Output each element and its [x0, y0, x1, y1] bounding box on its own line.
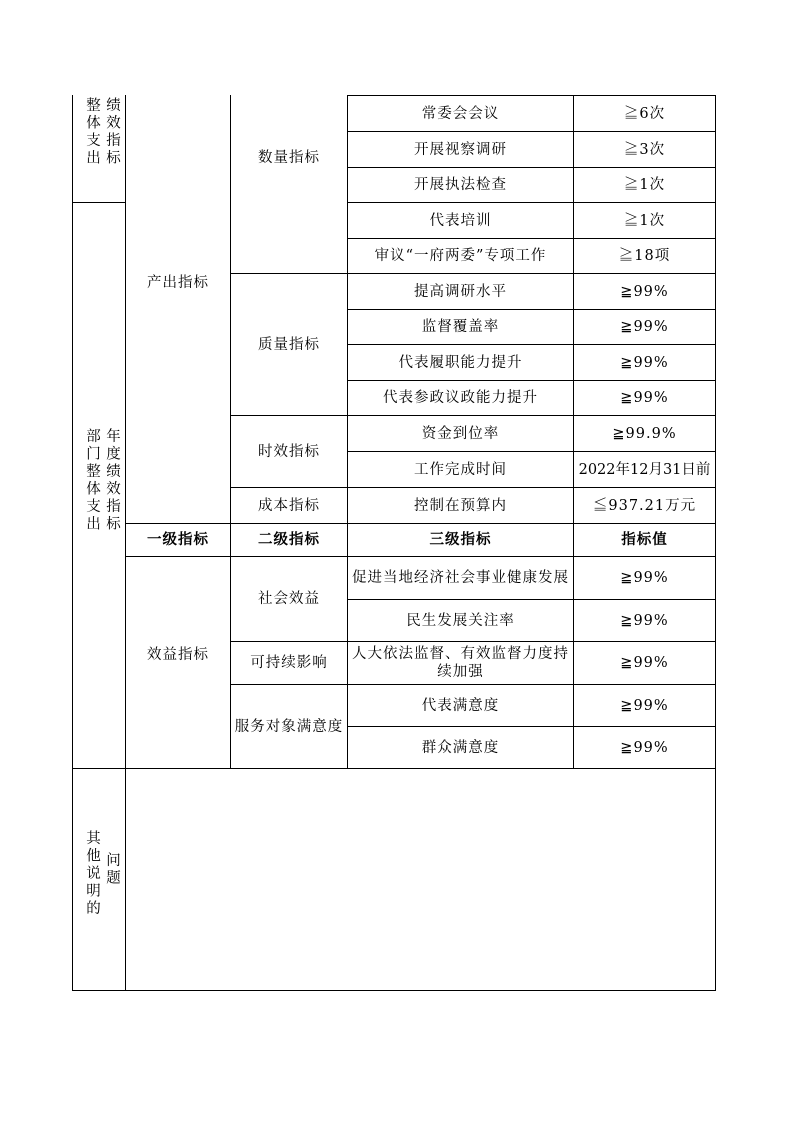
- border-bottom: [72, 990, 716, 991]
- row-name: 代表满意度: [421, 697, 500, 714]
- row-value: ≧99%: [620, 739, 669, 756]
- notes-area: [126, 769, 715, 990]
- row-name: 开展执法检查: [414, 177, 507, 193]
- level1-output: 产出指标: [147, 275, 209, 291]
- level2-quantity: 数量指标: [258, 150, 320, 166]
- row-value: ≧99%: [620, 655, 669, 671]
- row-name: 工作完成时间: [414, 461, 507, 478]
- left-label-middle-right: 年度绩效指标: [104, 428, 120, 533]
- left-label-top: [83, 97, 121, 167]
- left-label-bottom-right: 问题: [104, 852, 120, 887]
- header-level1: 一级指标: [147, 532, 209, 548]
- level2-satisfaction: 服务对象满意度: [234, 718, 344, 735]
- level2-sustainable: 可持续影响: [250, 655, 328, 671]
- row-value: ≧99%: [620, 390, 669, 406]
- row-value: 2022年12月31日前: [578, 461, 711, 478]
- header-value: 指标值: [621, 532, 668, 548]
- header-level3: 三级指标: [429, 532, 492, 548]
- row-name: 资金到位率: [421, 425, 500, 442]
- row-name: 代表履职能力提升: [398, 354, 523, 371]
- left-label-bottom-left: 其他说明的: [84, 830, 100, 918]
- row-name: 控制在预算内: [414, 497, 507, 514]
- border-right: [715, 95, 716, 991]
- row-name: 群众满意度: [421, 739, 500, 756]
- row-value: ≧3次: [623, 141, 666, 158]
- left-label-middle: [83, 428, 121, 533]
- row-value: ≦937.21万元: [592, 497, 697, 514]
- row-value: ≧99%: [620, 283, 669, 300]
- row-name: 人大依法监督、有效监督力度持续加强: [352, 646, 569, 680]
- border-left: [72, 95, 73, 991]
- row-value: ≧18项: [618, 248, 671, 264]
- row-name: 代表培训: [429, 212, 492, 229]
- row-name: 监督覆盖率: [421, 319, 500, 335]
- header-level2: 二级指标: [258, 532, 320, 548]
- row-value: ≧99.9%: [612, 425, 677, 442]
- row-value: ≧99%: [620, 612, 669, 629]
- row-name: 促进当地经济社会事业健康发展: [352, 570, 569, 586]
- level2-timeliness: 时效指标: [258, 443, 320, 460]
- row-value: ≧99%: [620, 319, 669, 335]
- left-label-top-left: 整体支出: [84, 97, 100, 167]
- left-label-top-right: 绩效指标: [104, 97, 120, 167]
- left-label-middle-left: 部门整体支出: [84, 428, 100, 533]
- level1-benefit: 效益指标: [147, 647, 209, 663]
- row-name: 常委会会议: [421, 105, 500, 122]
- row-value: ≧6次: [623, 105, 666, 122]
- row-name: 审议“一府两委”专项工作: [374, 248, 547, 264]
- left-section-divider: [72, 202, 126, 203]
- left-label-bottom: [83, 830, 121, 918]
- row-name: 民生发展关注率: [406, 612, 515, 629]
- row-name: 提高调研水平: [414, 283, 507, 300]
- level2-social: 社会效益: [258, 591, 320, 607]
- row-name: 代表参政议政能力提升: [383, 390, 538, 406]
- row-value: ≧99%: [620, 570, 669, 586]
- level2-quality: 质量指标: [258, 337, 320, 353]
- row-value: ≧1次: [623, 212, 666, 229]
- row-value: ≧99%: [620, 697, 669, 714]
- level2-cost: 成本指标: [258, 497, 320, 514]
- row-value: ≧99%: [620, 354, 669, 371]
- row-name: 开展视察调研: [414, 141, 507, 158]
- row-value: ≧1次: [623, 177, 666, 193]
